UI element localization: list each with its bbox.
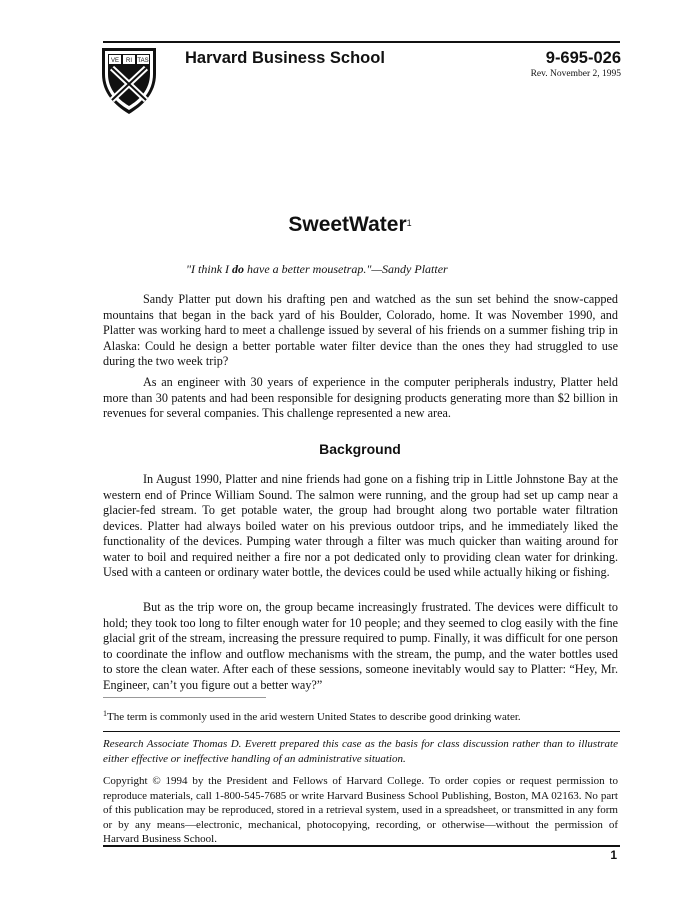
epigraph xyxy=(186,262,448,277)
title-footnote-marker: 1 xyxy=(406,218,412,228)
background-paragraph: In August 1990, Platter and nine friends had gone on a fishing trip in Little Johnstone Bay at the western end of Prince William Sound. The salmon were running, and the group had set up camp near a glacier-fed stream. To get potable water, the group had brought along two portable water filtration devices. Platter had always boiled water on his previous outdoor trips, and he immediately liked the functionality of the devices. Pumping water through a filter was much quicker than waiting around for water to boil and required neither a fire nor a pot dedicated only to providing clean water for drinking. Used with a canteen or ordinary water bottle, the devices could be used while actually hiking or fishing. xyxy=(103,472,618,579)
footnote xyxy=(103,709,521,723)
copyright-notice: Copyright © 1994 by the President and Fellows of Harvard College. To order copies or request permission to reproduce materials, call 1-800-545-7685 or write Harvard Business School Publishing, Boston, MA 02163. No part of this publication may be reproduced, stored in a retrieval system, used in a spreadsheet, or transmitted in any form or by any means—electronic, mechanical, photocopying, recording, or otherwise—without the permission of Harvard Business School. xyxy=(103,775,618,845)
epigraph-after: have a better mousetrap."—Sandy Platter xyxy=(244,262,448,276)
shield-word: TAS xyxy=(137,58,149,64)
footnote-text: The term is commonly used in the arid western United States to describe good drinking water. xyxy=(107,711,521,723)
page-number: 1 xyxy=(610,848,617,862)
header-top-rule xyxy=(103,41,620,43)
case-title-text: SweetWater xyxy=(288,213,407,236)
body-paragraph: Sandy Platter put down his drafting pen and watched as the sun set behind the snow-capped mountains that began in the back yard of his Boulder, Colorado, home. It was November 1990, and Platter was working hard to meet a challenge issued by several of his friends on a summer fishing trip in Alaska: Could he design a better portable water filter device than the ones they had struggled to use during the two week trip? xyxy=(103,292,618,368)
section-heading-background: Background xyxy=(319,441,401,457)
epigraph-before: "I think I xyxy=(186,262,233,276)
case-title xyxy=(0,213,700,237)
footnote-marker: 1 xyxy=(103,709,107,718)
footnote-separator xyxy=(103,697,266,698)
case-number: 9-695-026 xyxy=(545,49,621,67)
epigraph-emphasis: do xyxy=(232,262,245,276)
background-paragraph: But as the trip wore on, the group became increasingly frustrated. The devices were difficult to hold; they took too long to filter enough water for 10 people; and they seemed to clog easily with the fine glacial grit of the stream, increasing the pressure required to pump. Finally, it was difficult for one person to coordinate the inflow and outflow mechanisms with the stream, the pump, and the water bottles used to store the clean water. After each of these sessions, someone inevitably would say to Platter: “Hey, Mr. Engineer, can’t you figure out a better way?” xyxy=(103,600,618,692)
research-note: Research Associate Thomas D. Everett prepared this case as the basis for class discussion rather than to illustrate either effective or ineffective handling of an administrative situation. xyxy=(103,738,618,765)
research-note-rule xyxy=(103,731,620,732)
harvard-shield-logo xyxy=(100,46,158,116)
body-paragraph: As an engineer with 30 years of experience in the computer peripherals industry, Platter held more than 30 patents and had been responsible for designing products generating more than $2 billion in revenues for several companies. This challenge represented a new area. xyxy=(103,375,618,420)
shield-word: RI xyxy=(126,58,132,64)
revision-date: Rev. November 2, 1995 xyxy=(530,69,621,79)
shield-word: VE xyxy=(110,58,120,64)
institution-name: Harvard Business School xyxy=(185,49,385,67)
footer-bottom-rule xyxy=(103,845,620,847)
